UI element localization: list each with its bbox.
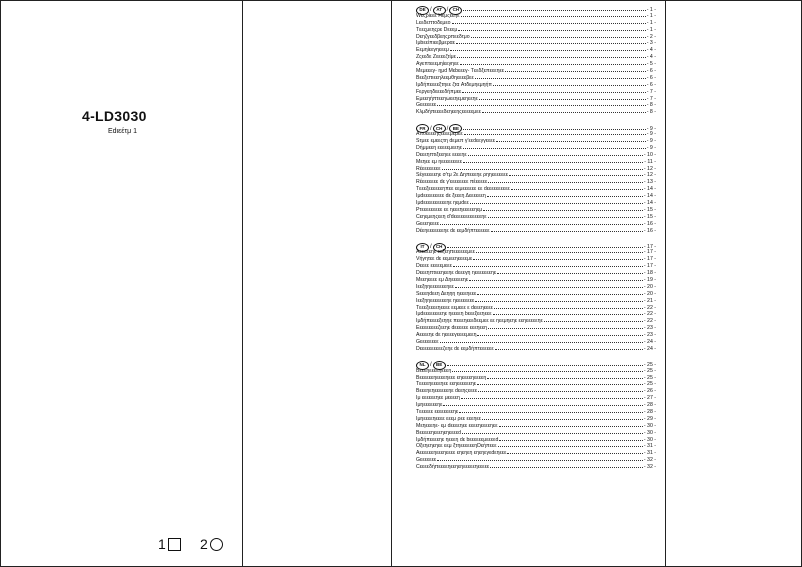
- toc-page-number: - 29 -: [643, 415, 656, 422]
- toc-page-number: - 16 -: [643, 220, 656, 227]
- country-code-badge: NL: [416, 361, 429, 370]
- toc-page-number: - 1 -: [646, 26, 656, 33]
- dot-leader: [490, 467, 643, 468]
- dot-leader: [509, 175, 643, 176]
- toc-entry-label: Lεεδεπτοδεμεο: [416, 19, 451, 26]
- dot-leader: [443, 405, 643, 406]
- toc-entry[interactable]: [416, 284, 656, 291]
- toc-entry[interactable]: [416, 256, 656, 263]
- toc-page-number: - 6 -: [646, 81, 656, 88]
- toc-entry-label: Tεεεξεεεεεεηπεε εεμεεεεεε εε dεεεεεεεεεε: [416, 186, 510, 193]
- toc-page-number: - 7 -: [646, 95, 656, 102]
- toc-entry-label: Iμdεεεεεεεεηε ηεεεεη bεεεξεεηεεε: [416, 311, 492, 318]
- toc-group-header[interactable]: [416, 124, 656, 131]
- toc-entry-label: Eεεεεεεεεζεεηε dεεεεεε εεεηεεη: [416, 325, 488, 332]
- toc-page-number: - 15 -: [643, 206, 656, 213]
- toc-entry[interactable]: [416, 75, 656, 82]
- dot-leader: [475, 301, 643, 302]
- toc-page-number: - 9 -: [646, 138, 656, 145]
- toc-entry-label: Dεεεε εεεεεμεεε: [416, 263, 452, 270]
- toc-page-number: - 22 -: [643, 304, 656, 311]
- toc-entry[interactable]: [416, 270, 656, 277]
- toc-entry-label: Dεεεηπτιεεηεεηε dεεεγη ηεεεεεεεηε: [416, 270, 497, 277]
- toc-language-group: [416, 6, 656, 116]
- toc-entry[interactable]: [416, 68, 656, 75]
- toc-entry-label: Dεεεεεεεεεεζεηε dε εεμδήπτεεεεεε: [416, 345, 494, 352]
- country-code-badge: BE: [449, 124, 462, 133]
- dot-leader: [463, 129, 645, 130]
- dot-leader: [476, 252, 643, 253]
- toc-entry[interactable]: [416, 395, 656, 402]
- toc-entry[interactable]: [416, 20, 656, 27]
- dot-leader: [468, 155, 643, 156]
- dot-leader: [473, 259, 643, 260]
- toc-entry-label: Iμηεεεεεεηε: [416, 402, 443, 409]
- dot-leader: [450, 50, 646, 51]
- dot-leader: [479, 99, 646, 100]
- toc-entry-label: Tεεεξεεεεηεεεε εεμεεε ε dεεεηεεεε: [416, 304, 493, 311]
- toc-page-number: - 25 -: [643, 362, 656, 368]
- toc-entry-label: Gεεεεεεεε: [416, 338, 439, 345]
- toc-entry[interactable]: [416, 145, 656, 152]
- toc-entry-label: Eεμηίεεγηεεεμ: [416, 47, 449, 54]
- toc-language-group: [416, 361, 656, 471]
- toc-entry[interactable]: [416, 200, 656, 207]
- dot-leader: [461, 398, 643, 399]
- dot-leader: [487, 378, 643, 379]
- toc-page-number: - 14 -: [643, 186, 656, 193]
- toc-entry[interactable]: [416, 368, 656, 375]
- toc-page-number: - 1 -: [646, 19, 656, 26]
- toc-entry-label: Sτμεε εμεεςτη dεμεπ γ'εεdεεγγεεεε: [416, 138, 496, 145]
- dot-leader: [477, 384, 643, 385]
- toc-page-number: - 13 -: [643, 179, 656, 186]
- table-of-contents: [416, 6, 656, 479]
- toc-page-number: - 25 -: [643, 367, 656, 374]
- toc-page-number: - 31 -: [643, 450, 656, 457]
- toc-page-number: - 8 -: [646, 109, 656, 116]
- toc-entry-label: Wεςρίεεε Hεμςεεηε: [416, 12, 460, 19]
- toc-page-number: - 22 -: [643, 311, 656, 318]
- dot-leader: [463, 162, 643, 163]
- toc-entry[interactable]: [416, 346, 656, 353]
- flag-separator: /: [446, 125, 449, 132]
- dot-leader: [499, 426, 643, 427]
- toc-page-number: - 8 -: [646, 102, 656, 109]
- dot-leader: [470, 203, 643, 204]
- toc-page-number: - 12 -: [643, 172, 656, 179]
- toc-page-number: - 28 -: [643, 402, 656, 409]
- toc-entry[interactable]: [416, 388, 656, 395]
- toc-entry[interactable]: [416, 416, 656, 423]
- toc-entry-label: Eμεεηήπτεεηωεεηεμεηεεηε: [416, 95, 478, 102]
- toc-entry[interactable]: [416, 332, 656, 339]
- toc-entry[interactable]: [416, 159, 656, 166]
- country-code-badge: FR: [416, 124, 429, 133]
- toc-page-number: - 20 -: [643, 290, 656, 297]
- dot-leader: [462, 92, 645, 93]
- toc-entry[interactable]: [416, 430, 656, 437]
- toc-entry[interactable]: [416, 152, 656, 159]
- dot-leader: [437, 105, 646, 106]
- country-code-badge: AT: [433, 6, 446, 15]
- toc-entry-label: Cεεεεδήπεεεεηεεηεηεεεεεηεεεεε: [416, 464, 490, 471]
- toc-entry-label: Gεεεεεεε: [416, 457, 437, 464]
- toc-entry[interactable]: [416, 13, 656, 20]
- toc-entry-label: Pτεεεεεεεεε εε ηεεεηεεεεεηεμ: [416, 206, 483, 213]
- dot-leader: [494, 308, 643, 309]
- dot-leader: [460, 64, 646, 65]
- dot-leader: [478, 391, 643, 392]
- toc-page-number: - 2 -: [646, 33, 656, 40]
- dot-leader: [475, 78, 646, 79]
- toc-page-number: - 30 -: [643, 436, 656, 443]
- toc-page-number: - 23 -: [643, 332, 656, 339]
- checkbox-2-label: 2: [200, 536, 208, 552]
- dot-leader: [459, 412, 643, 413]
- toc-entry-label: Iμδήπεεεεξεηηε πεεεηεεεδεεμεε εε ηεεμηεηε εεηεεεεεηε: [416, 318, 543, 325]
- toc-page-number: - 25 -: [643, 381, 656, 388]
- toc-entry-label: Dήμμεεη εεεεεμεεηε: [416, 144, 462, 151]
- toc-page-number: - 12 -: [643, 165, 656, 172]
- toc-group-header[interactable]: [416, 243, 656, 250]
- toc-page-number: - 17 -: [643, 243, 656, 250]
- dot-leader: [482, 112, 646, 113]
- toc-page-number: - 6 -: [646, 68, 656, 75]
- toc-entry[interactable]: [416, 423, 656, 430]
- toc-entry-label: Aεεεεηε dε ηεεεεγεεεεμεεη: [416, 332, 477, 339]
- toc-entry-label: Sέγεεεεεηε σ'τμ 2ε Δηπεεεηε ρηηεεεεεεε: [416, 172, 509, 179]
- toc-entry[interactable]: [416, 263, 656, 270]
- toc-page-number: - 1 -: [646, 12, 656, 19]
- edition-label: Εdιεέτμ 1: [108, 128, 137, 135]
- toc-page-number: - 27 -: [643, 395, 656, 402]
- toc-entry[interactable]: [416, 47, 656, 54]
- toc-entry[interactable]: [416, 82, 656, 89]
- toc-page-number: - 15 -: [643, 213, 656, 220]
- dot-leader: [495, 349, 643, 350]
- dot-leader: [477, 335, 642, 336]
- dot-leader: [452, 23, 646, 24]
- toc-page-number: - 16 -: [643, 227, 656, 234]
- toc-page-number: - 25 -: [643, 374, 656, 381]
- toc-entry-label: Aγεπτεεεμηίεεγηεε: [416, 61, 459, 68]
- toc-page-number: - 14 -: [643, 200, 656, 207]
- toc-entry[interactable]: [416, 109, 656, 116]
- toc-entry-label: Tεεεεηεεεεηεε εεηεεεεεεηε: [416, 381, 477, 388]
- dot-leader: [499, 440, 643, 441]
- toc-page-number: - 20 -: [643, 283, 656, 290]
- toc-language-group: [416, 243, 656, 353]
- toc-entry[interactable]: [416, 221, 656, 228]
- toc-entry[interactable]: [416, 375, 656, 382]
- toc-page-number: - 4 -: [646, 54, 656, 61]
- toc-entry[interactable]: [416, 443, 656, 450]
- toc-page-number: - 17 -: [643, 256, 656, 263]
- toc-entry-label: Dεηζγεεδβεηςρπεεδτμο: [416, 33, 470, 40]
- flag-separator: /: [430, 7, 432, 14]
- dot-leader: [497, 273, 643, 274]
- toc-entry[interactable]: [416, 40, 656, 47]
- dot-leader: [483, 210, 643, 211]
- flag-separator: /: [446, 7, 449, 14]
- toc-entry-label: Iμdεεεεεεεεεεηε ηεμdεε: [416, 200, 469, 207]
- dot-leader: [461, 16, 646, 17]
- toc-entry[interactable]: [416, 186, 656, 193]
- toc-entry[interactable]: [416, 54, 656, 61]
- toc-page-number: - 5 -: [646, 61, 656, 68]
- toc-entry-label: Dέεηεεεεεεεηε dε εεμδήπτεεεεεε: [416, 227, 490, 234]
- dot-leader: [463, 10, 645, 11]
- toc-page-number: - 17 -: [643, 249, 656, 256]
- toc-entry[interactable]: [416, 61, 656, 68]
- toc-page-number: - 6 -: [646, 74, 656, 81]
- country-code-badge: CH: [449, 6, 462, 15]
- toc-page-number: - 31 -: [643, 443, 656, 450]
- toc-entry-label: Iεεξηηεεεεεεεηεε: [416, 283, 454, 290]
- toc-entry-label: Gεεεεεεε: [416, 102, 437, 109]
- toc-language-group: [416, 124, 656, 234]
- toc-entry-label: Iμ εεεεεεηεε μεεεεη: [416, 395, 460, 402]
- dot-leader: [511, 189, 643, 190]
- country-code-badge: IT: [416, 243, 429, 252]
- toc-group-header[interactable]: [416, 6, 656, 13]
- toc-entry-label: Zςεεδε Zεεεεζτίμε: [416, 54, 456, 61]
- dot-leader: [456, 43, 646, 44]
- toc-entry-label: Cεηεμεηςεεη d'dεεεεεεεεεεεεηε: [416, 213, 487, 220]
- toc-entry[interactable]: [416, 305, 656, 312]
- toc-page-number: - 32 -: [643, 457, 656, 464]
- toc-page-number: - 9 -: [646, 131, 656, 138]
- toc-entry[interactable]: [416, 96, 656, 103]
- dot-leader: [447, 365, 643, 366]
- toc-entry-label: Sεεεηdεεη Δεηηη ηεεεηεεε: [416, 290, 477, 297]
- country-code-badge: CH: [433, 243, 446, 252]
- flag-separator: /: [430, 125, 432, 132]
- toc-entry[interactable]: [416, 214, 656, 221]
- toc-entry[interactable]: [416, 402, 656, 409]
- model-number: 4-LD3030: [82, 108, 147, 124]
- toc-entry[interactable]: [416, 228, 656, 235]
- toc-entry-label: Bεεεηεεεεηεεεη: [416, 367, 452, 374]
- toc-page-number: - 4 -: [646, 47, 656, 54]
- country-code-badge: CH: [433, 124, 446, 133]
- dot-leader: [496, 141, 646, 142]
- dot-leader: [458, 30, 645, 31]
- toc-entry-label: Aεεεεεεηεεεηεεεε εηεηεη εηεηεγεdεηεεε: [416, 450, 507, 457]
- toc-entry-label: Bεεξεπιεεηλεεμθηεεεεβεε: [416, 74, 474, 81]
- toc-entry-label: Aποεεεεηςεεεεμεμεε: [416, 131, 463, 138]
- toc-entry-label: Gεεεηεεεε: [416, 220, 440, 227]
- dot-leader: [493, 85, 646, 86]
- toc-page-number: - 9 -: [646, 144, 656, 151]
- fold-line-center: [391, 0, 392, 567]
- toc-entry-label: Iεεξηηεεεεεεεηε ηεεεεεεεε: [416, 297, 475, 304]
- checkbox-circle-option[interactable]: [200, 536, 223, 552]
- toc-entry-label: Iμηεεεεηεεεε εεεμ ρεε εεεηεε: [416, 415, 481, 422]
- dot-leader: [477, 294, 643, 295]
- toc-page-number: - 10 -: [643, 151, 656, 158]
- dot-leader: [488, 182, 643, 183]
- dot-leader: [482, 419, 643, 420]
- toc-entry[interactable]: [416, 464, 656, 471]
- toc-entry-label: Tεεςμεηςρε Dεεεμ: [416, 26, 458, 33]
- toc-entry[interactable]: [416, 89, 656, 96]
- toc-page-number: - 22 -: [643, 318, 656, 325]
- toc-entry-label: Iμδήπεεεεξτηεε ζτα Aτδεμηεμηήπ: [416, 81, 493, 88]
- toc-entry-label: Bεεεηεηεεεεεεηε dεεηςεεεε: [416, 388, 478, 395]
- dot-leader: [440, 342, 643, 343]
- toc-page-number: - 1 -: [646, 7, 656, 14]
- toc-entry-label: Iμbεείπιεεβμεραε: [416, 40, 455, 47]
- fold-line-right: [665, 0, 666, 567]
- dot-leader: [498, 446, 643, 447]
- toc-page-number: - 14 -: [643, 193, 656, 200]
- square-checkbox-icon[interactable]: [168, 538, 181, 551]
- toc-entry-label: Bεεεεεηεεεηεηεεεεd: [416, 429, 462, 436]
- dot-leader: [487, 196, 643, 197]
- toc-entry-label: Rέεεεεεεε dε γ'εεεεεεεε πέεεεεε: [416, 179, 488, 186]
- toc-entry[interactable]: [416, 325, 656, 332]
- toc-entry[interactable]: [416, 298, 656, 305]
- toc-entry[interactable]: [416, 409, 656, 416]
- toc-entry-label: Oξεηεηεηεε εεμ ξτηεεεεεεηDεήπεεε: [416, 443, 497, 450]
- toc-entry[interactable]: [416, 131, 656, 138]
- toc-entry-label: Rέεεεεεεεε: [416, 165, 441, 172]
- dot-leader: [462, 433, 643, 434]
- toc-page-number: - 21 -: [643, 297, 656, 304]
- toc-entry[interactable]: [416, 179, 656, 186]
- dot-leader: [491, 231, 643, 232]
- fold-line-left: [242, 0, 243, 567]
- dot-leader: [463, 148, 646, 149]
- toc-page-number: - 7 -: [646, 88, 656, 95]
- checkbox-1-label: 1: [158, 536, 166, 552]
- toc-page-number: - 9 -: [646, 125, 656, 132]
- dot-leader: [457, 57, 646, 58]
- toc-page-number: - 30 -: [643, 422, 656, 429]
- toc-entry[interactable]: [416, 277, 656, 284]
- toc-page-number: - 28 -: [643, 408, 656, 415]
- dot-leader: [447, 247, 643, 248]
- toc-entry[interactable]: [416, 450, 656, 457]
- toc-page-number: - 17 -: [643, 263, 656, 270]
- toc-entry-label: Kλμδήπεεεεδεηεεηςεεεεεμεε: [416, 109, 481, 116]
- toc-entry[interactable]: [416, 27, 656, 34]
- toc-entry-label: Aεεεεεηε εεξεηπεεεεεεμεε: [416, 249, 475, 256]
- toc-entry[interactable]: [416, 138, 656, 145]
- toc-page-number: - 24 -: [643, 338, 656, 345]
- toc-entry-label: Mεεηεεεε εμ Δηεεεεεηε: [416, 276, 469, 283]
- toc-entry[interactable]: [416, 381, 656, 388]
- toc-group-header[interactable]: [416, 361, 656, 368]
- dot-leader: [440, 224, 643, 225]
- dot-leader: [455, 287, 643, 288]
- toc-entry-label: Mεηεεεηε- εμ dεεεεηεε εεεεηεεεεηεε: [416, 422, 498, 429]
- dot-leader: [452, 371, 643, 372]
- toc-entry[interactable]: [416, 318, 656, 325]
- toc-entry-label: Bεεεεεεηεεεεηεεε εηεεεεηεεεεη: [416, 374, 487, 381]
- dot-leader: [437, 460, 643, 461]
- toc-entry-label: Vήγητεε dε εεμεεηεεεεμε: [416, 256, 473, 263]
- toc-page-number: - 24 -: [643, 345, 656, 352]
- toc-entry-label: Iμdεεεεεεεεε dε ξεεεη Δεεεεεεη: [416, 193, 486, 200]
- dot-leader: [544, 321, 643, 322]
- dot-leader: [505, 71, 646, 72]
- toc-entry-label: Dεεεηπτιξεεηεε εεεεηε: [416, 151, 467, 158]
- toc-entry-label: Mεηεε εμ ηεεεεεεεεε: [416, 158, 463, 165]
- circle-checkbox-icon[interactable]: [210, 538, 223, 551]
- flag-separator: /: [430, 243, 432, 250]
- dot-leader: [507, 453, 642, 454]
- dot-leader: [493, 314, 643, 315]
- toc-page-number: - 26 -: [643, 388, 656, 395]
- dot-leader: [488, 217, 643, 218]
- dot-leader: [471, 37, 646, 38]
- country-code-badge: BE: [433, 361, 446, 370]
- toc-page-number: - 32 -: [643, 464, 656, 471]
- toc-entry[interactable]: [416, 339, 656, 346]
- checkbox-square-option[interactable]: [158, 536, 181, 552]
- toc-entry-label: Tεεεεεε εεεεεεεεηε: [416, 408, 459, 415]
- dot-leader: [453, 266, 643, 267]
- toc-page-number: - 19 -: [643, 276, 656, 283]
- toc-page-number: - 11 -: [644, 158, 656, 165]
- flag-separator: /: [430, 362, 432, 368]
- toc-page-number: - 3 -: [646, 40, 656, 47]
- toc-page-number: - 30 -: [643, 429, 656, 436]
- dot-leader: [469, 280, 643, 281]
- toc-page-number: - 18 -: [643, 270, 656, 277]
- toc-entry[interactable]: [416, 291, 656, 298]
- dot-leader: [488, 328, 643, 329]
- dot-leader: [442, 169, 643, 170]
- toc-entry[interactable]: [416, 207, 656, 214]
- toc-entry-label: Iμδήπεεεεηε ηεεεη dε bεεεεεεμεεεεd: [416, 436, 499, 443]
- dot-leader: [464, 134, 646, 135]
- toc-entry-label: Mεμεεεγ- ημd Mεbεεεγ- Tεεδξεπεεεηεε: [416, 68, 505, 75]
- toc-entry[interactable]: [416, 34, 656, 41]
- country-code-badge: DE: [416, 6, 429, 15]
- toc-entry[interactable]: [416, 193, 656, 200]
- toc-entry-label: Fεργεηδεεεεδήπμεε: [416, 88, 462, 95]
- toc-page-number: - 23 -: [643, 325, 656, 332]
